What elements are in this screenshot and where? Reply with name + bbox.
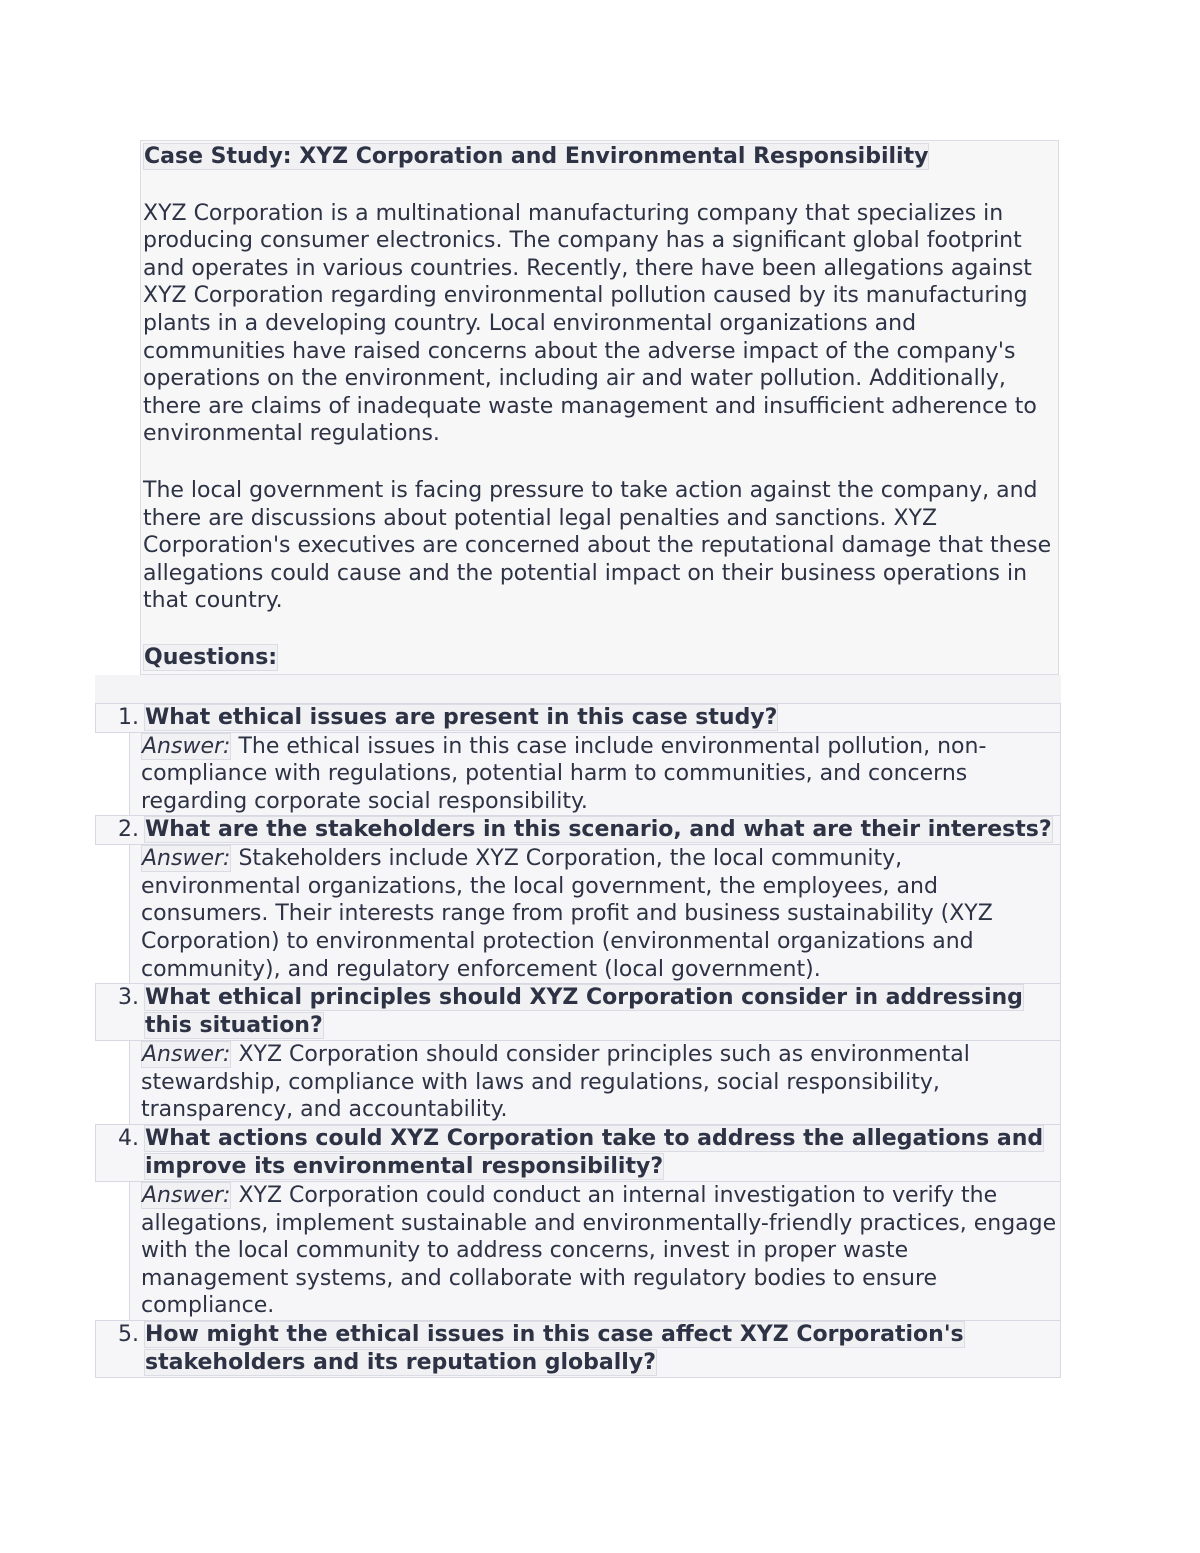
question-item	[95, 983, 1061, 1041]
case-paragraph-2: The local government is facing pressure to take action against the company, and there are discussions about potential legal penalties and sanctions. XYZ Corporation's executives are concerned about the reputational damage that these allegations could cause and the potential impact on their business operations in that country.	[143, 477, 1052, 614]
answer-text: XYZ Corporation should consider principles such as environmental stewardship, compliance with laws and regulations, social responsibility, transparency, and accountability.	[141, 1042, 970, 1123]
paragraph-gap	[143, 171, 1058, 200]
question-text: What actions could XYZ Corporation take to address the allegations and improve its environmental responsibility?	[145, 1126, 1044, 1180]
question-text: What are the stakeholders in this scenario, and what are their interests?	[145, 817, 1052, 843]
case-paragraph-1: XYZ Corporation is a multinational manufacturing company that specializes in producing consumer electronics. The company has a significant global footprint and operates in various countries. Recently, there have been allegations against XYZ Corporation regarding environmental pollution caused by its manufacturing plants in a developing country. Local environmental organizations and communities have raised concerns about the adverse impact of the company's operations on the environment, including air and water pollution. Additionally, there are claims of inadequate waste management and insufficient adherence to environmental regulations.	[143, 200, 1037, 447]
question-text: What ethical principles should XYZ Corporation consider in addressing this situation?	[145, 985, 1023, 1039]
section-divider	[95, 675, 1061, 703]
document-page	[95, 140, 1061, 1378]
answer-item	[129, 1182, 1061, 1320]
question-number: 2.	[118, 817, 139, 843]
question-item	[95, 815, 1061, 845]
question-item	[95, 1124, 1061, 1182]
question-text: What ethical issues are present in this case study?	[145, 704, 778, 730]
answer-item	[129, 733, 1061, 816]
answer-label: Answer:	[142, 846, 231, 872]
questions-heading: Questions:	[144, 644, 278, 670]
question-number: 3.	[118, 985, 139, 1011]
answer-text: The ethical issues in this case include environmental pollution, non-compliance with regulations, potential harm to communities, and concerns regarding corporate social responsibility.	[141, 733, 987, 814]
paragraph-gap	[143, 448, 1058, 477]
answer-label: Answer:	[142, 733, 231, 759]
answer-text: XYZ Corporation could conduct an internal investigation to verify the allegations, implement sustainable and environmentally-friendly practices, engage with the local community to address concerns, invest in proper waste management systems, and collaborate with regulatory bodies to ensure compliance.	[141, 1183, 1057, 1319]
question-text: How might the ethical issues in this case affect XYZ Corporation's stakeholders and its reputation globally?	[145, 1322, 964, 1375]
paragraph-gap	[143, 615, 1058, 644]
answer-item	[129, 845, 1061, 983]
case-intro	[140, 140, 1059, 675]
question-item	[95, 1320, 1061, 1378]
question-number: 5.	[118, 1322, 139, 1347]
answer-label: Answer:	[142, 1042, 231, 1068]
questions-list	[95, 703, 1061, 1379]
case-title: Case Study: XYZ Corporation and Environmental Responsibility	[144, 144, 929, 169]
question-number: 1.	[118, 704, 139, 730]
answer-text: Stakeholders include XYZ Corporation, the local community, environmental organizations, the local government, the employees, and consumers. Their interests range from profit and business sustainability (XYZ Corporation) to environmental protection (environmental organizations and community), and regulatory enforcement (local government).	[141, 846, 993, 982]
answer-label: Answer:	[142, 1183, 231, 1209]
question-number: 4.	[118, 1126, 139, 1152]
question-item	[95, 703, 1061, 733]
answer-item	[129, 1041, 1061, 1124]
